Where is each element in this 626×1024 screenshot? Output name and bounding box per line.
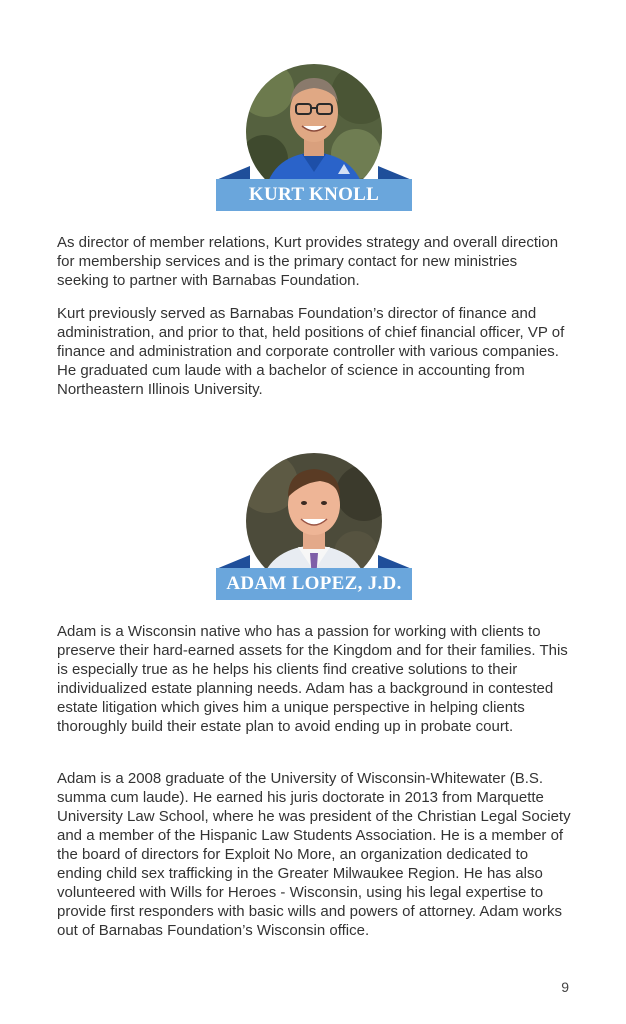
kurt-knoll-paragraph-1: As director of member relations, Kurt provides strategy and overall direction for membership services and is the primary contact for new ministries seeking to partner with Barnabas Foundation. xyxy=(57,234,559,289)
kurt-knoll-banner-wings xyxy=(216,166,412,180)
adam-lopez-name-banner: ADAM LOPEZ, J.D. xyxy=(216,568,412,600)
adam-lopez-paragraph-1: Adam is a Wisconsin native who has a passion for working with clients to preserve their hard-earned assets for the Kingdom and for their families. This is especially true as he helps his clients find creative solutions to their individualized estate planning needs. Adam has a background in contested estate litigation which gives him a unique perspective in helping clients thoroughly build their estate plan to avoid ending up in probate court. xyxy=(57,623,568,735)
kurt-knoll-name-banner: KURT KNOLL xyxy=(216,179,412,211)
page-number: 9 xyxy=(561,979,569,995)
kurt-knoll-paragraph-2: Kurt previously served as Barnabas Foundation’s director of finance and administration, and prior to that, held positions of chief financial officer, VP of finance and administration and corporate controller with various companies. He graduated cum laude with a bachelor of science in accounting from Northeastern Illinois University. xyxy=(57,305,565,398)
adam-lopez-paragraph-2: Adam is a 2008 graduate of the University of Wisconsin-Whitewater (B.S. summa cum laude). He earned his juris doctorate in 2013 from Marquette University Law School, where he was president of the Christian Legal Society and a member of the Hispanic Law Students Association. He is a member of the board of directors for Exploit No More, an organization dedicated to ending child sex trafficking in the Greater Milwaukee Region. He has also volunteered with Wills for Heroes - Wisconsin, using his legal expertise to provide first responders with basic wills and powers of attorney. Adam works out of Barnabas Foundation’s Wisconsin office. xyxy=(57,770,571,939)
adam-lopez-banner-wings xyxy=(216,555,412,569)
